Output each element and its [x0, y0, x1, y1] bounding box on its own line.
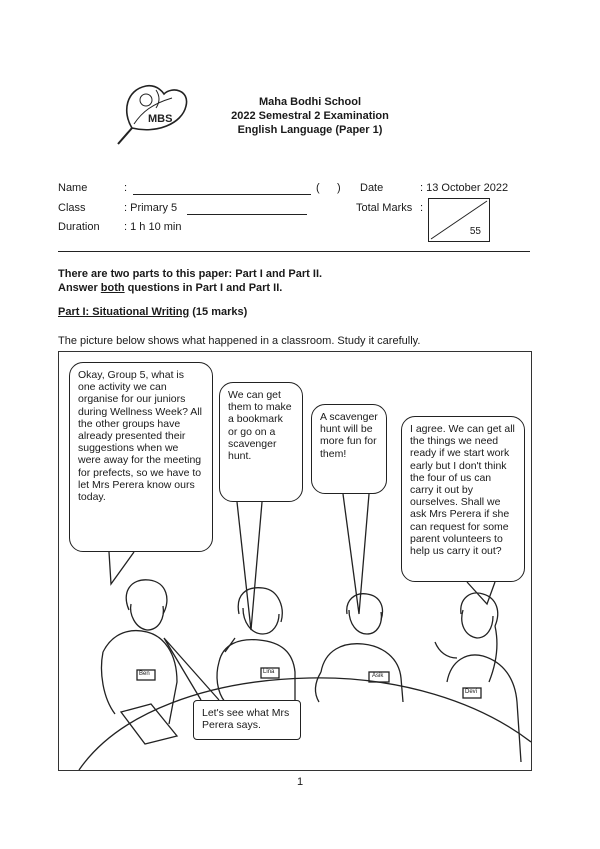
name-line[interactable]: [133, 194, 311, 195]
section-title: [58, 306, 247, 318]
total-marks-value: 55: [469, 226, 481, 237]
name-colon: :: [124, 182, 128, 194]
instructions: [58, 267, 322, 295]
paper-name: English Language (Paper 1): [237, 124, 383, 136]
header-divider: [58, 251, 530, 252]
page-number: 1: [296, 776, 304, 788]
instruction-post: questions in Part I and Part II.: [124, 282, 283, 294]
class-line[interactable]: [187, 214, 307, 215]
section-name: Part I: Situational Writing: [58, 306, 190, 318]
name-paren-open: (: [316, 182, 320, 194]
picture-description: The picture below shows what happened in a classroom. Study it carefully.: [58, 335, 421, 347]
name-label: Name: [58, 182, 88, 194]
date-label: Date: [360, 182, 384, 194]
class-label: Class: [58, 202, 86, 214]
instruction-line-1: There are two parts to this paper: Part I and Part II.: [58, 268, 323, 280]
name-tag-ben: Ben: [139, 671, 150, 677]
name-tag-lina: Lina: [263, 669, 275, 675]
name-paren-close: ): [337, 182, 341, 194]
exam-header: [200, 95, 420, 137]
class-value: : Primary 5: [124, 202, 178, 214]
school-logo: [112, 72, 192, 152]
exam-name: 2022 Semestral 2 Examination: [231, 110, 389, 122]
speech-bubble-ben-2: Let's see what Mrs Perera says.: [193, 700, 301, 740]
instruction-both: both: [100, 282, 125, 294]
total-marks-box[interactable]: [428, 198, 490, 242]
total-marks-colon: :: [420, 202, 424, 214]
school-name: Maha Bodhi School: [258, 96, 362, 108]
speech-bubble-ben-1: Okay, Group 5, what is one activity we can organise for our juniors during Wellness Week? All the other groups have already presented their suggestions when we were away for the meeting for prefects, so we have to let Mrs Perera know ours today.: [69, 362, 213, 552]
classroom-picture: [58, 351, 532, 771]
date-value: : 13 October 2022: [420, 182, 509, 194]
speech-bubble-devi: I agree. We can get all the things we need ready if we start work early but I don't think the four of us can carry it out by ourselves. Shall we ask Mrs Perera if she can request for some parent volunteers to help us carry it out?: [401, 416, 525, 582]
logo-text: MBS: [148, 113, 173, 125]
instruction-line-2: [58, 281, 322, 295]
section-marks: (15 marks): [189, 306, 248, 318]
name-tag-asik: Asik: [372, 673, 384, 679]
speech-bubble-asik: A scavenger hunt will be more fun for them!: [311, 404, 387, 494]
name-tag-devi: Devi: [465, 689, 478, 695]
instruction-pre: Answer: [58, 282, 101, 294]
duration-value: : 1 h 10 min: [124, 221, 182, 233]
duration-label: Duration: [58, 221, 100, 233]
total-marks-label: Total Marks: [356, 202, 413, 214]
speech-bubble-lina: We can get them to make a bookmark or go on a scavenger hunt.: [219, 382, 303, 502]
